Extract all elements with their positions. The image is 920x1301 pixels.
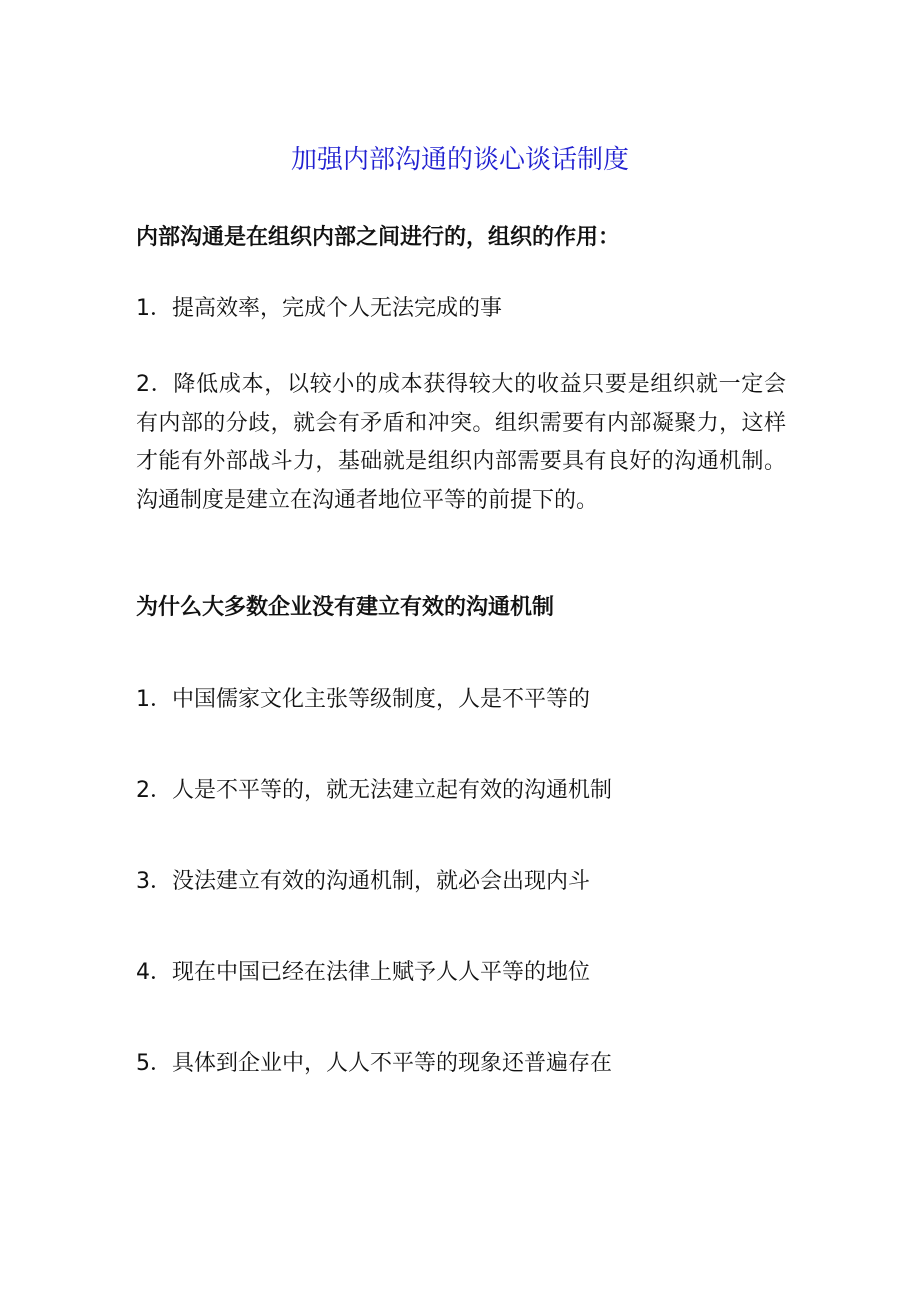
- section1-item-1: 1．提高效率，完成个人无法完成的事: [136, 296, 502, 321]
- section2-item-3: 3．没法建立有效的沟通机制，就必会出现内斗: [136, 869, 590, 894]
- document-title: 加强内部沟通的谈心谈话制度: [290, 145, 629, 175]
- section2-item-2: 2．人是不平等的，就无法建立起有效的沟通机制: [136, 778, 612, 803]
- section2-item-4: 4．现在中国已经在法律上赋予人人平等的地位: [136, 960, 590, 985]
- section1-item-2: 2．降低成本，以较小的成本获得较大的收益只要是组织就一定会有内部的分歧，就会有矛盾和冲突。组织需要有内部凝聚力，这样才能有外部战斗力，基础就是组织内部需要具有良好的沟通机制。沟通制度是建立在沟通者地位平等的前提下的。: [136, 372, 786, 513]
- section2-item-1: 1．中国儒家文化主张等级制度，人是不平等的: [136, 687, 590, 712]
- section2-item-5: 5．具体到企业中，人人不平等的现象还普遍存在: [136, 1051, 612, 1076]
- section2-heading: 为什么大多数企业没有建立有效的沟通机制: [136, 595, 555, 620]
- section1-heading: 内部沟通是在组织内部之间进行的，组织的作用：: [136, 225, 621, 250]
